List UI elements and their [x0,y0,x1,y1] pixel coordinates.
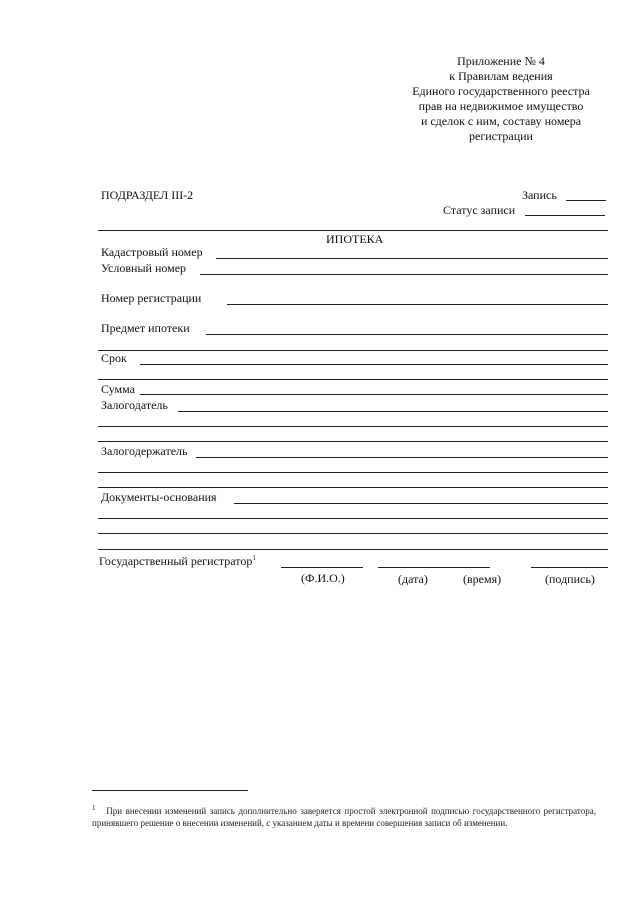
registration-number-label: Номер регистрации [101,291,202,305]
appendix-line-6: регистрации [469,129,533,143]
registration-number-line[interactable] [227,304,608,305]
title-top-rule [98,230,608,231]
pledgor-line-3[interactable] [98,441,608,442]
date-caption: (дата) [398,572,428,586]
footnote-separator [92,790,248,791]
pledgee-line-1[interactable] [196,457,608,458]
amount-line[interactable] [140,394,608,395]
mortgage-subject-label: Предмет ипотеки [101,321,190,335]
pledgee-line-2[interactable] [98,472,608,473]
form-title: ИПОТЕКА [326,232,384,246]
documents-label: Документы-основания [101,490,217,504]
documents-line-3[interactable] [98,533,608,534]
fio-line[interactable] [281,567,363,568]
footnote-text: При внесении изменений запись дополнительно заверяется простой электронной подписью государственного регистратора, принявшего решение о внесении изменений, с указанием даты и времени совершения записи об изменении. [92,806,596,828]
pledgee-label: Залогодержатель [101,444,188,458]
date-time-line[interactable] [378,567,490,568]
documents-line-4[interactable] [98,549,608,550]
record-label: Запись [522,188,557,202]
sign-caption: (подпись) [545,572,595,586]
amount-label: Сумма [101,382,135,396]
appendix-line-1: Приложение № 4 [457,54,545,68]
appendix-line-3: Единого государственного реестра [412,84,590,98]
conditional-number-line[interactable] [200,274,608,275]
pledgor-line-2[interactable] [98,426,608,427]
registrar-label [99,551,256,568]
term-line-2[interactable] [98,379,608,380]
fio-caption: (Ф.И.О.) [301,571,345,585]
conditional-number-label: Условный номер [101,261,187,275]
subsection-title: ПОДРАЗДЕЛ III-2 [101,188,194,202]
documents-line-2[interactable] [98,518,608,519]
pledgee-line-3[interactable] [98,487,608,488]
status-line[interactable] [525,215,605,216]
appendix-line-5: и сделок с ним, составу номера [420,114,582,128]
mortgage-subject-line-2[interactable] [98,350,608,351]
term-line-1[interactable] [140,364,608,365]
mortgage-subject-line-1[interactable] [206,334,608,335]
pledgor-line-1[interactable] [178,411,608,412]
appendix-note [388,54,614,144]
appendix-line-4: прав на недвижимое имущество [418,99,584,113]
time-caption: (время) [463,572,502,586]
status-label: Статус записи [443,203,516,217]
term-label: Срок [101,351,127,365]
record-line[interactable] [566,200,606,201]
registrar-text: Государственный регистратор [99,554,253,568]
appendix-line-2: к Правилам ведения [449,69,553,83]
signature-line[interactable] [531,567,608,568]
cadastral-number-line[interactable] [216,258,608,259]
footnote-mark: 1 [92,804,96,812]
documents-line-1[interactable] [234,503,608,504]
registrar-footnote-mark: 1 [252,554,256,562]
cadastral-number-label: Кадастровый номер [101,245,203,259]
pledgor-label: Залогодатель [101,398,168,412]
footnote [92,802,596,829]
